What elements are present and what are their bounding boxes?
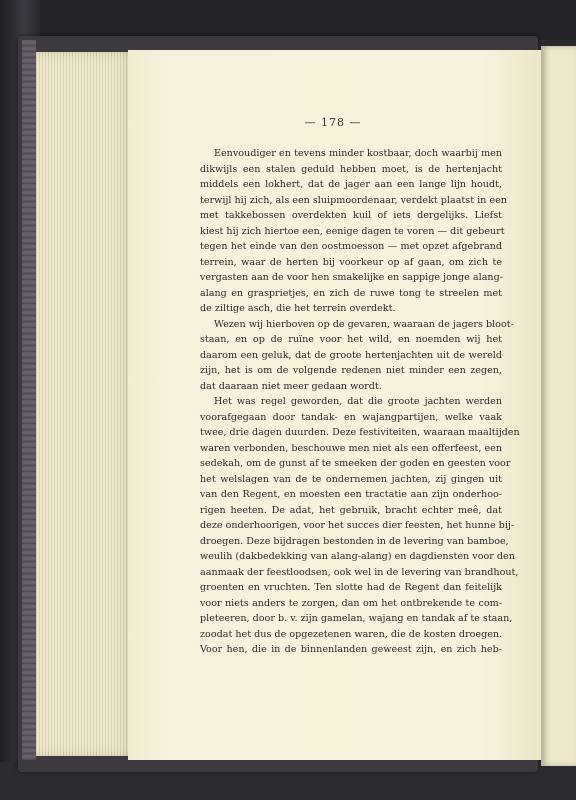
- text-line: van den Regent, en moesten een tractatie aan zijn onderhoo-: [200, 489, 502, 500]
- text-line: groenten en vruchten. Ten slotte had de Regent dan feitelijk: [200, 582, 502, 593]
- text-line: voorafgegaan door tandak- en wajangpartijen, welke vaak: [200, 411, 502, 423]
- text-line: het welslagen van de te ondernemen jachten, zij gingen uit: [200, 473, 502, 485]
- text-line: alang en grasprietjes, en zich de ruwe tong te streelen met: [200, 287, 502, 299]
- text-line: twee, drie dagen duurden. Deze festiviteiten, waaraan maaltijden: [200, 427, 520, 438]
- text-line: staan, en op de ruïne voor het wild, en noemden wij het: [200, 334, 502, 345]
- text-line: rigen heeten. De adat, het gebruik, bracht echter meê, dat: [200, 504, 502, 516]
- background-top: [0, 0, 576, 40]
- text-line: daarom een geluk, dat de groote hertenjachten uit de wereld: [200, 349, 502, 361]
- text-line: de ziltige asch, die het terrein overdekt.: [200, 303, 396, 314]
- text-line: Eenvoudiger en tevens minder kostbaar, doch waarbij men: [214, 148, 502, 159]
- page-stack-edges: [36, 52, 132, 756]
- body-text: [200, 146, 520, 658]
- text-line: aanmaak der feestloodsen, ook wel in de levering van brandhout,: [200, 566, 519, 578]
- text-line: waren verbonden, beschouwe men niet als een offerfeest, een: [200, 442, 502, 454]
- text-line: middels een lokhert, dat de jager aan een lange lijn houdt,: [200, 179, 502, 190]
- text-line: deze onderhoorigen, voor het succes dier feesten, het hunne bij-: [200, 520, 515, 531]
- text-line: droegen. Deze bijdragen bestonden in de levering van bamboe,: [200, 535, 509, 547]
- page-number: — 178 —: [304, 116, 362, 129]
- text-line: dat daaraan niet meer gedaan wordt.: [200, 380, 382, 392]
- text-line: terwijl hij zich, als een sluipmoordenaar, verdekt plaatst in een: [200, 194, 507, 206]
- text-line: terrein, waar de herten bij voorkeur op af gaan, om zich te: [200, 256, 502, 268]
- text-line: met takkebossen overdekten kuil of iets dergelijks. Liefst: [200, 210, 502, 221]
- text-line: Voor hen, die in de binnenlanden geweest zijn, en zich heb-: [200, 644, 502, 655]
- text-line: sedekah, om de gunst af te smeeken der goden en geesten voor: [200, 458, 511, 469]
- text-line: dikwijls een stalen geduld hebben moet, is de hertenjacht: [200, 163, 502, 175]
- book-spine-edge: [22, 40, 36, 760]
- facing-page-edge: [541, 46, 576, 766]
- text-line: Wezen wij hierboven op de gevaren, waaraan de jagers bloot-: [214, 318, 514, 330]
- text-line: Het was regel geworden, dat die groote jachten werden: [214, 396, 502, 407]
- text-line: zijn, het is om de volgende redenen niet minder een zegen,: [200, 365, 502, 376]
- text-line: voor niets anders te zorgen, dan om het ontbrekende te com-: [200, 597, 502, 609]
- text-line: tegen het einde van den oostmoesson — met opzet afgebrand: [200, 241, 502, 252]
- text-line: kiest hij zich hiertoe een, eenige dagen te voren — dit gebeurt: [200, 225, 505, 237]
- text-line: vergasten aan de voor hen smakelijke en sappige jonge alang-: [200, 272, 503, 283]
- text-line: zoodat het dus de opgezetenen waren, die de kosten droegen.: [200, 628, 503, 640]
- text-line: weulih (dakbedekking van alang-alang) en dagdiensten voor den: [200, 551, 515, 562]
- text-line: pleteeren, door b. v. zijn gamelan, wajang en tandak af te staan,: [200, 613, 513, 624]
